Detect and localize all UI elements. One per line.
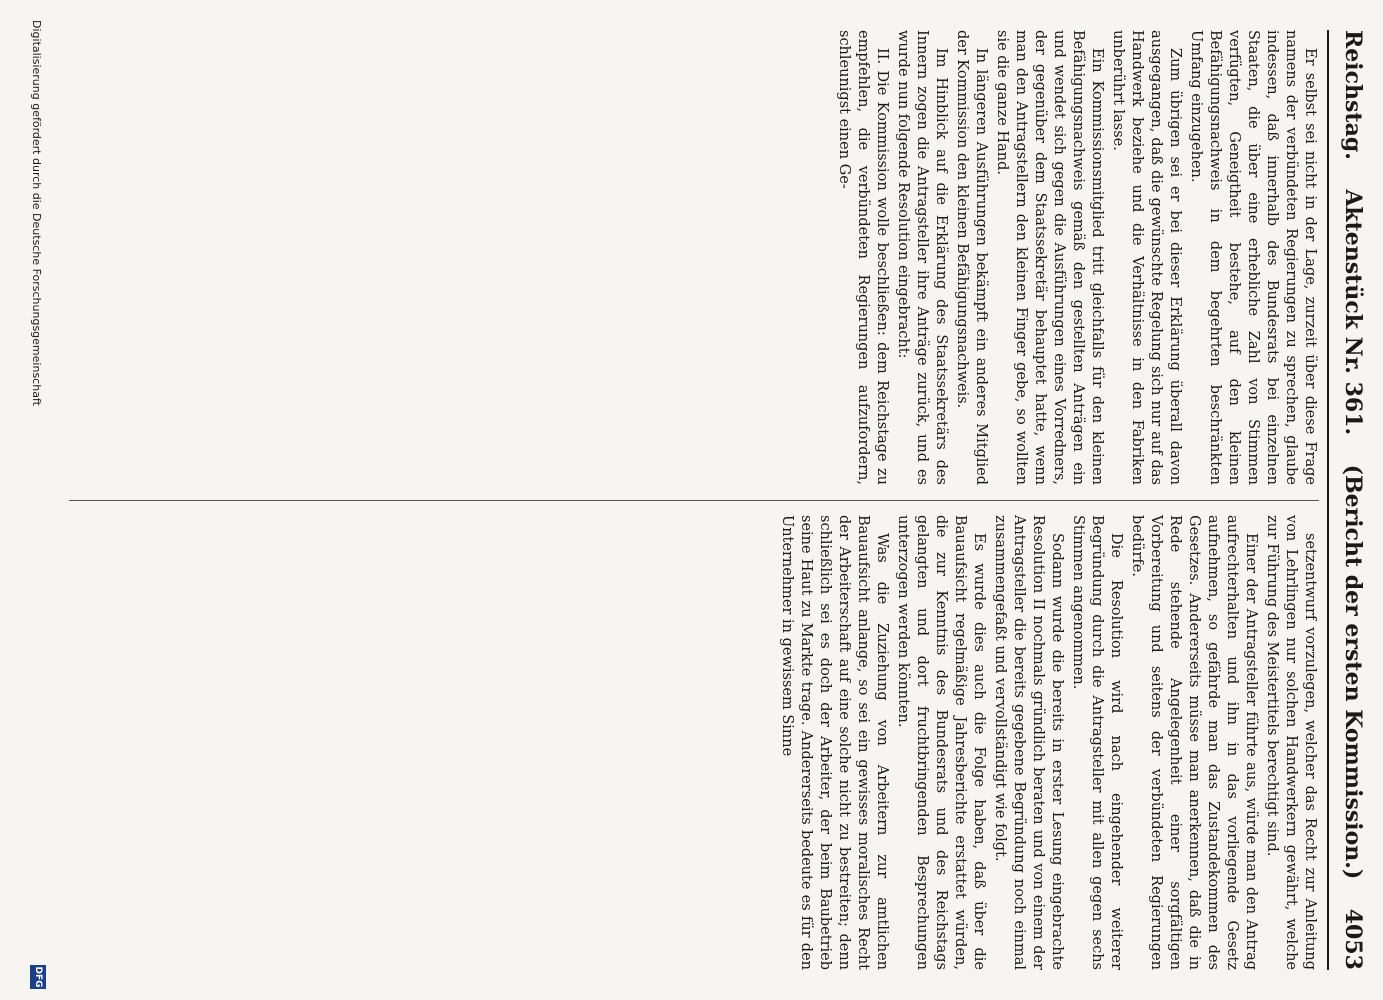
header-section: (Bericht der ersten Kommission.) <box>1340 464 1366 880</box>
paragraph: Er selbst sei nicht in der Lage, zurzeit über diese Frage namens der verbündeten Regierungen zu sprechen, glaube indessen, daß innerhalb des Bundesrats bei einzelnen Staaten, die über eine erhebliche Zahl von Stimmen verfügten, Geneigtheit bestehe, auf den kleinen Befähigungsnachweis in dem begehrten beschränkten Umfang einzugehen. <box>1188 30 1318 485</box>
right-text-column <box>69 515 1319 970</box>
dfg-logo: DFG <box>30 965 46 989</box>
paragraph: II. Die Kommission wolle beschließen: dem Reichstage zu empfehlen, die verbündeten Regierungen aufzufordern, schleunigst einen Ge- <box>836 30 890 485</box>
paragraph: In längeren Ausführungen bekämpft ein anderes Mitglied der Kommission den kleinen Befähigungsnachweis. <box>954 30 989 485</box>
left-text-column <box>69 30 1319 485</box>
page-header <box>1333 30 1373 970</box>
paragraph: Was die Zuziehung von Arbeitern zur amtlichen Bauaufsicht anlange, so sei ein gewisses moralisches Recht der Arbeiterschaft auf eine solche nicht zu bestreiten; denn schließlich sei es doch der Arbeiter, der beim Baubetrieb seine Haut zu Markte trage. Andererseits bedeute es für den Unternehmer in gewissem Sinne <box>779 515 890 970</box>
header-publication: Reichstag. <box>1340 30 1366 160</box>
column-divider <box>69 500 1319 501</box>
paragraph: Es wurde dies auch die Folge haben, daß über die Bauaufsicht regelmäßige Jahresberichte erstattet würden, die zur Kenntnis des Bundesrats und des Reichstags gelangten und dort fruchtbringenden Besprechungen unterzogen werden könnten. <box>895 515 987 970</box>
paragraph: Sodann wurde die bereits in erster Lesung eingebrachte Resolution II nochmals gründlich beraten und von einem der Antragsteller die bereits gegebene Begründung noch einmal zusammengefaßt und vervollständigt wie folgt. <box>992 515 1065 970</box>
paragraph: Ein Kommissionsmitglied tritt gleichfalls für den kleinen Befähigungsnachweis gemäß den gestellten Anträgen ein und wendet sich gegen die Ausführungen eines Vorredners, der gegenüber dem Staatssekretär behauptet hatte, wenn man den Antragstellern den kleinen Finger gebe, so wollten sie die ganze Hand. <box>994 30 1105 485</box>
paragraph: Die Resolution wird nach eingehender weiterer Begründung durch die Antragsteller mit allen gegen sechs Stimmen angenommen. <box>1070 515 1124 970</box>
header-document-number: Aktenstück Nr. 361. <box>1340 189 1366 436</box>
paragraph: Im Hinblick auf die Erklärung des Staatssekretärs des Innern zogen die Antragsteller ihre Anträge zurück, und es wurde nun folgende Resolution eingebracht: <box>895 30 949 485</box>
paragraph: Zum übrigen sei er bei dieser Erklärung überall davon ausgegangen, daß die gewünschte Regelung sich nur auf das Handwerk beziehe und die Verhältnisse in den Fabriken unberührt lasse. <box>1110 30 1183 485</box>
paragraph: setzentwurf vorzulegen, welcher das Recht zur Anleitung von Lehrlingen nur solchen Handwerkern gewährt, welche zur Führung des Meistertitels berechtigt sind. <box>1264 515 1318 970</box>
digitization-credit: Digitalisierung gefördert durch die Deutsche Forschungsgemeinschaft <box>30 20 43 406</box>
header-rule <box>1327 30 1329 970</box>
page-number: 4053 <box>1340 908 1366 970</box>
paragraph: Einer der Antragsteller führte aus, würde man den Antrag aufrechterhalten und ihn in das vorliegende Gesetz aufnehmen, so gefährde man das Zustandekommen des Gesetzes. Andererseits müsse man anerkennen, daß die in Rede stehende Angelegenheit einer sorgfältigen Vorbereitung und seitens der verbündeten Regierungen bedürfe. <box>1129 515 1259 970</box>
